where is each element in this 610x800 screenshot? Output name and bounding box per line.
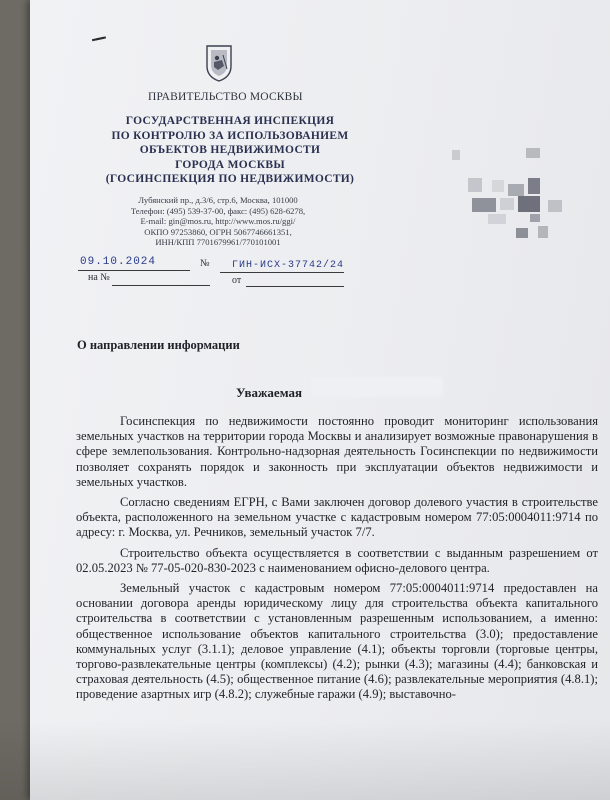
in-reply-to-label: на №: [88, 272, 110, 283]
reply-date-underline: [246, 286, 344, 287]
contact-line: ИНН/КПП 7701679961/770101001: [155, 237, 281, 248]
paragraph: Госинспекция по недвижимости постоянно проводит мониторинг использования земельных участков на территории города Москвы и анализирует возможные правонарушения в сфере землепользования. Контрольно-надзорная деятельность Госинспекции по недвижимости позволяет сохранять порядок и законность при эксплуатации объектов недвижимости и земельных участков.: [76, 414, 598, 489]
number-label: №: [200, 258, 210, 269]
org-line: ПО КОНТРОЛЮ ЗА ИСПОЛЬЗОВАНИЕМ: [111, 129, 349, 142]
number-underline: [220, 272, 344, 273]
contact-line: Телефон: (495) 539-37-00, факс: (495) 628-6278,: [130, 205, 306, 216]
org-line: ОБЪЕКТОВ НЕДВИЖИМОСТИ: [139, 144, 321, 156]
reply-from-label: от: [232, 275, 242, 286]
contact-line: E-mail: gin@mos.ru, http://www.mos.ru/ggi/: [140, 216, 296, 227]
letter-subject: О направлении информации: [77, 338, 240, 352]
reply-number-underline: [112, 285, 210, 286]
paragraph: Согласно сведениям ЕГРН, с Вами заключен договор долевого участия в строительстве объекта, расположенного на земельном участке с кадастровым номером 77:05:0004011:9714 по адресу: г. Москва, ул. Речников, земельный участок 7/7.: [76, 495, 598, 540]
letter-number: ГИН-ИСХ-37742/24: [232, 260, 345, 271]
contact-line: ОКПО 97253860, ОГРН 5067746661351,: [144, 226, 292, 237]
contact-line: Лубянский пр., д.3/6, стр.6, Москва, 101000: [138, 195, 298, 205]
org-line: ГОСУДАРСТВЕННАЯ ИНСПЕКЦИЯ: [125, 115, 335, 127]
letter-body: [76, 414, 598, 708]
government-name: ПРАВИТЕЛЬСТВО МОСКВЫ: [148, 91, 303, 103]
recipient-name-redaction: [311, 377, 443, 397]
moscow-coat-of-arms-icon: [205, 44, 233, 82]
paragraph: Строительство объекта осуществляется в соответствии с выданным разрешением от 02.05.2023 № 77-05-020-830-2023 с наименованием офисно-делового центра.: [76, 545, 598, 575]
org-line: (ГОСИНСПЕКЦИЯ ПО НЕДВИЖИМОСТИ): [105, 173, 355, 185]
contact-block: [108, 195, 328, 248]
paragraph: Земельный участок с кадастровым номером 77:05:0004011:9714 предоставлен на основании договора аренды юридическому лицу для строительства объекта капитального строительства в соответствии с установленным разрешенным использованием, а именно: общественное использование объектов капитального строительства (3.0); предоставление коммунальных услуг (3.1.1); деловое управление (4.1); объекты торговли (торговые центры, торгово-развлекательные центры (комплексы) (4.2); рынки (4.3); магазины (4.4); банковская и страховая деятельность (4.5); общественное питание (4.6); развлекательные мероприятия (4.8.1); проведение азартных игр (4.8.2); служебные гаражи (4.9); выставочно-: [76, 581, 598, 702]
org-line: ГОРОДА МОСКВЫ: [175, 158, 285, 171]
organization-name: [100, 114, 360, 187]
date-underline: [78, 270, 190, 271]
greeting: Уважаемая: [236, 385, 302, 400]
letter-date: 09.10.2024: [80, 256, 157, 268]
